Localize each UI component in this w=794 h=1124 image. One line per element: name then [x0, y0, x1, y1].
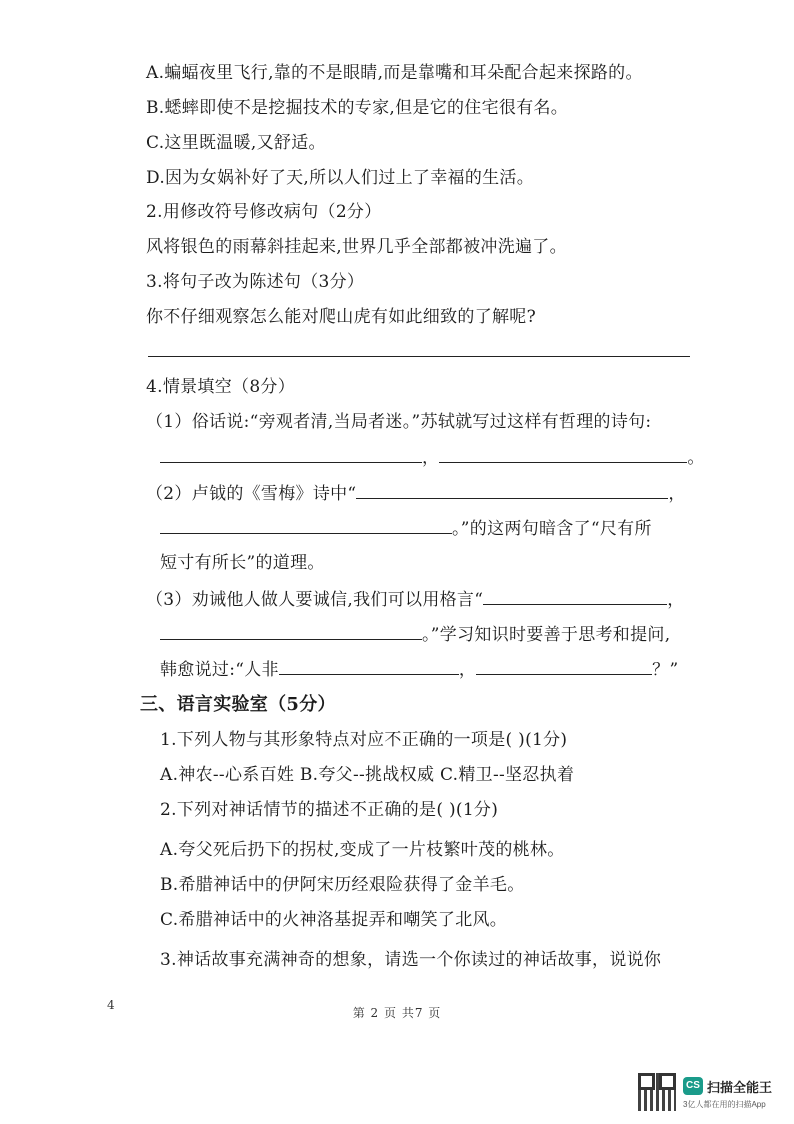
- option-b: B.蟋蟀即使不是挖掘技术的专家,但是它的住宅很有名。: [146, 98, 569, 118]
- question-4-title: 4.情景填空（8分）: [146, 377, 296, 397]
- section-3-question-3: 3.神话故事充满神奇的想象，请选一个你读过的神话故事，说说你: [160, 950, 662, 970]
- fill-blank[interactable]: [476, 658, 652, 675]
- question-4-3-prompt: （3）劝诫他人做人要诚信,我们可以用格言“ ，: [146, 590, 685, 610]
- question-2-sentence: 风将银色的雨幕斜挂起来,世界几乎全部都被冲洗遍了。: [146, 237, 567, 257]
- camscanner-tagline: 3亿人都在用的扫描App: [683, 1100, 766, 1109]
- question-2-title: 2.用修改符号修改病句（2分）: [146, 202, 382, 222]
- fill-blank[interactable]: [160, 623, 422, 640]
- fill-blank[interactable]: [279, 658, 459, 675]
- qr-code-icon: [638, 1073, 676, 1111]
- question-4-3-continued: 。”学习知识时要善于思考和提问,: [160, 623, 670, 646]
- option-a: A.蝙蝠夜里飞行,靠的不是眼睛,而是靠嘴和耳朵配合起来探路的。: [146, 63, 643, 83]
- page-number: 4: [107, 998, 115, 1012]
- question-3-title: 3.将句子改为陈述句（3分）: [146, 272, 365, 292]
- camscanner-logo-icon: CS: [683, 1077, 703, 1095]
- section-3-question-2-option-b: B.希腊神话中的伊阿宋历经艰险获得了金羊毛。: [160, 875, 525, 895]
- section-3-question-2-option-c: C.希腊神话中的火神洛基捉弄和嘲笑了北风。: [160, 910, 508, 930]
- question-4-3-end: 韩愈说过:“人非 ， ？”: [160, 660, 679, 680]
- page-footer: 第 2 页 共7 页: [352, 1006, 442, 1020]
- section-3-question-2: 2.下列对神话情节的描述不正确的是( )(1分): [160, 800, 499, 820]
- section-3-question-2-option-a: A.夸父死后扔下的拐杖,变成了一片枝繁叶茂的桃林。: [160, 840, 565, 860]
- camscanner-name: 扫描全能王: [707, 1080, 773, 1095]
- question-4-2-continued: 。”的这两句暗含了“尺有所: [160, 517, 652, 540]
- fill-blank[interactable]: [356, 482, 668, 499]
- section-3-heading: 三、语言实验室（5分）: [140, 694, 336, 715]
- fill-blank[interactable]: [483, 588, 667, 605]
- fill-blank[interactable]: [160, 446, 422, 463]
- question-4-1-prompt: （1）俗话说:“旁观者清,当局者迷。”苏轼就写过这样有哲理的诗句:: [146, 412, 652, 432]
- option-d: D.因为女娲补好了天,所以人们过上了幸福的生活。: [146, 168, 535, 188]
- option-c: C.这里既温暖,又舒适。: [146, 133, 326, 153]
- fill-blank[interactable]: [160, 517, 452, 534]
- question-3-sentence: 你不仔细观察怎么能对爬山虎有如此细致的了解呢?: [146, 307, 537, 327]
- section-3-question-1: 1.下列人物与其形象特点对应不正确的一项是( )(1分): [160, 730, 568, 750]
- question-4-1-blanks: ， 。: [160, 446, 705, 469]
- question-4-2-end: 短寸有所长”的道理。: [160, 553, 325, 573]
- question-4-2-prompt: （2）卢钺的《雪梅》诗中“ ，: [146, 484, 686, 504]
- fill-blank[interactable]: [439, 446, 687, 463]
- section-3-question-1-options: A.神农--心系百姓 B.夸父--挑战权威 C.精卫--坚忍执着: [160, 765, 575, 785]
- answer-line[interactable]: [148, 356, 690, 357]
